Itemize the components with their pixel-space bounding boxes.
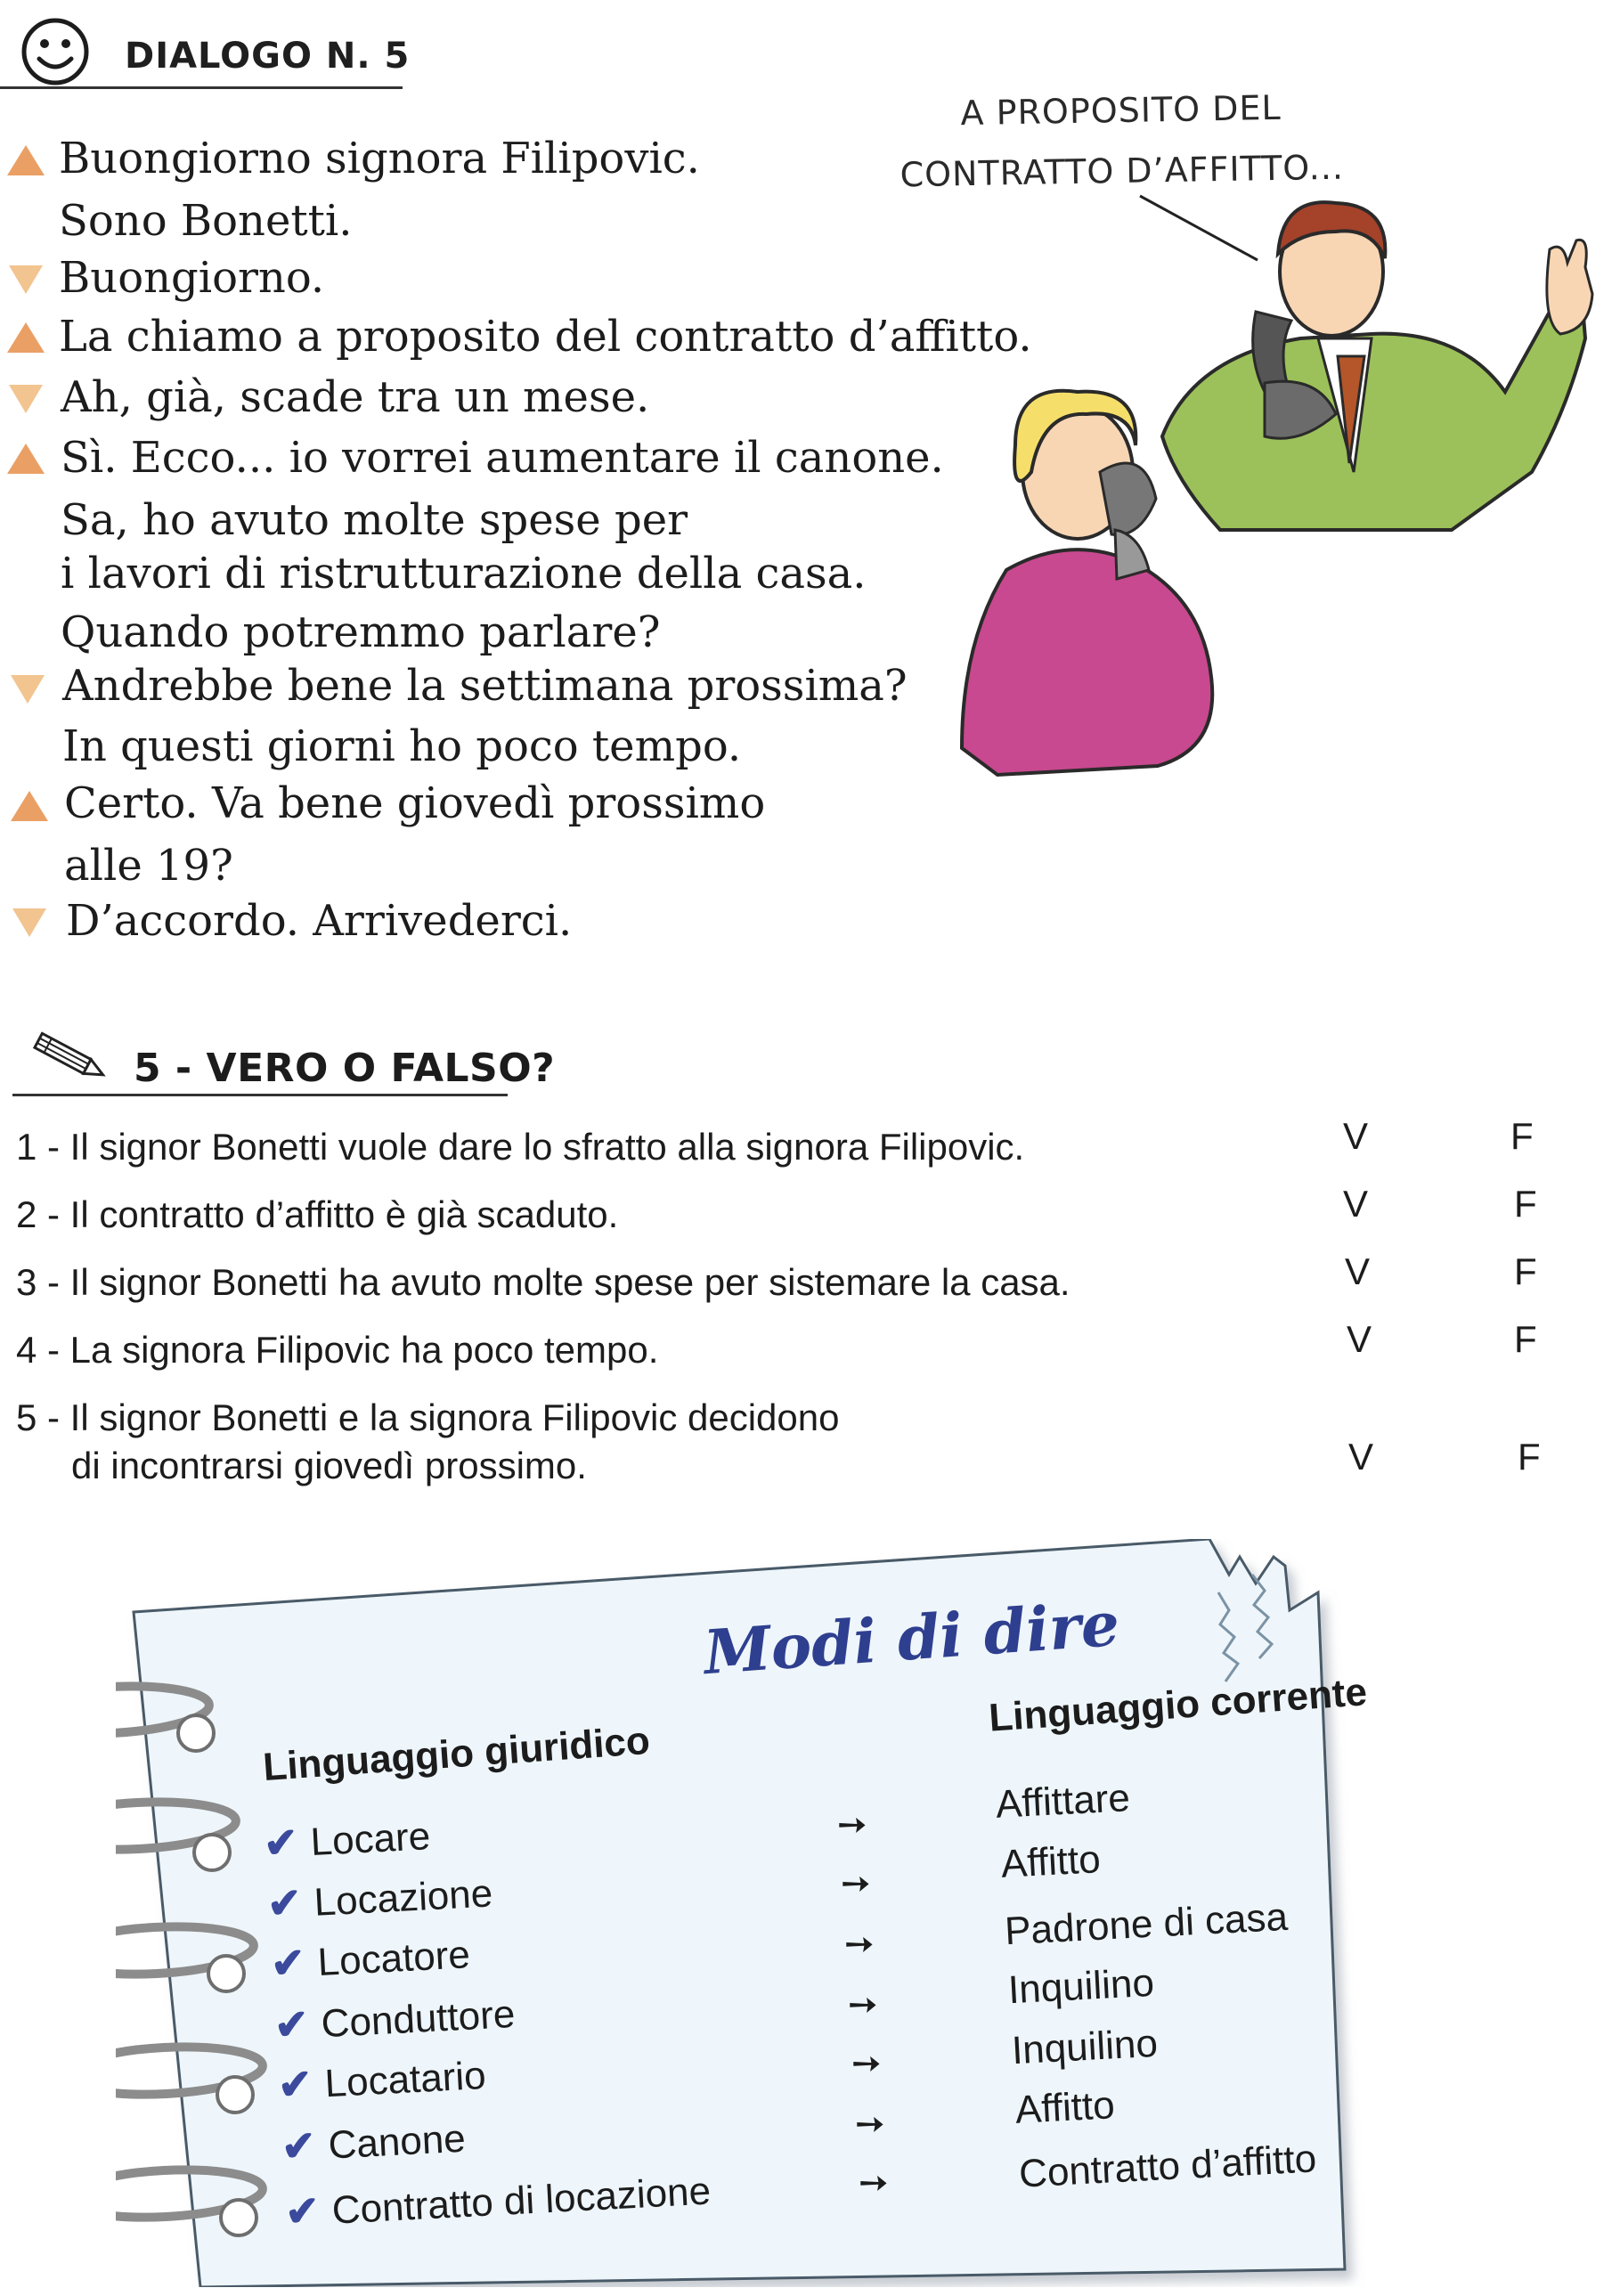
- dialogue-line: Sono Bonetti.: [59, 196, 353, 246]
- dialogue-line: Ah, già, scade tra un mese.: [61, 372, 650, 422]
- check-icon: ✔: [269, 1938, 307, 1987]
- dialogue-line: alle 19?: [64, 841, 233, 891]
- arrow-right-icon: ➙: [837, 1804, 867, 1845]
- speaker-a-triangle-icon: [11, 791, 48, 821]
- arrow-right-icon: ➙: [855, 2104, 885, 2145]
- smiley-icon: [20, 16, 91, 91]
- check-icon: ✔: [273, 2000, 311, 2049]
- exercise-item-continued: di incontrarsi giovedì prossimo.: [71, 1445, 587, 1486]
- speaker-b-triangle-icon: [11, 675, 45, 704]
- speaker-b-triangle-icon: [9, 265, 43, 294]
- dialogue-line: Quando potremmo parlare?: [61, 607, 661, 657]
- false-option[interactable]: F: [1518, 1436, 1541, 1478]
- exercise-item: 4 - La signora Filipovic ha poco tempo.: [16, 1329, 659, 1371]
- true-option[interactable]: V: [1343, 1183, 1369, 1225]
- legal-term-label: Locare: [309, 1814, 432, 1865]
- true-option[interactable]: V: [1343, 1115, 1369, 1157]
- speaker-a-triangle-icon: [7, 322, 45, 353]
- common-term: Padrone di casa: [1003, 1894, 1290, 1954]
- common-term: Affitto: [1014, 2083, 1116, 2132]
- speech-caption-line: CONTRATTO D’AFFITTO...: [900, 147, 1345, 195]
- check-icon: ✔: [280, 2121, 317, 2170]
- dialogue-line: Buongiorno signora Filipovic.: [59, 134, 700, 183]
- exercise-item: 2 - Il contratto d’affitto è già scaduto.: [16, 1193, 619, 1235]
- dialogue-line: La chiamo a proposito del contratto d’affitto.: [59, 312, 1032, 362]
- arrow-right-icon: ➙: [844, 1924, 875, 1965]
- true-option[interactable]: V: [1348, 1436, 1374, 1478]
- dialogue-line: Certo. Va bene giovedì prossimo: [64, 778, 766, 828]
- check-icon: ✔: [276, 2060, 314, 2109]
- arrow-right-icon: ➙: [851, 2043, 882, 2084]
- dialogue-line: Andrebbe bene la settimana prossima?: [62, 661, 908, 711]
- legal-term-label: Locatore: [316, 1933, 471, 1985]
- true-option[interactable]: V: [1347, 1318, 1372, 1360]
- dialogue-line: i lavori di ristrutturazione della casa.: [61, 549, 867, 598]
- speaker-b-triangle-icon: [12, 908, 46, 937]
- legal-language-heading: Linguaggio giuridico: [261, 1718, 652, 1790]
- false-option[interactable]: F: [1514, 1250, 1537, 1292]
- exercise-item: 3 - Il signor Bonetti ha avuto molte spese per sistemare la casa.: [16, 1261, 1071, 1303]
- arrow-right-icon: ➙: [841, 1863, 871, 1904]
- speaker-a-triangle-icon: [7, 145, 45, 175]
- phone-call-illustration: [926, 178, 1603, 805]
- exercise-title: 5 - VERO O FALSO?: [134, 1046, 556, 1091]
- dialogue-title-rule: [0, 86, 403, 89]
- check-icon: ✔: [265, 1878, 304, 1927]
- legal-term-label: Canone: [327, 2116, 467, 2168]
- dialogue-line: In questi giorni ho poco tempo.: [62, 721, 742, 771]
- dialogue-line: D’accordo. Arrivederci.: [66, 896, 573, 946]
- legal-term-label: Locatario: [323, 2053, 487, 2106]
- common-language-heading: Linguaggio corrente: [987, 1670, 1369, 1740]
- check-icon: ✔: [283, 2186, 322, 2235]
- pencil-icon: [25, 1031, 114, 1088]
- common-term: Inquilino: [1006, 1960, 1156, 2013]
- common-term: Contratto d’affitto: [1017, 2137, 1318, 2196]
- arrow-right-icon: ➙: [848, 1984, 878, 2025]
- common-term: Inquilino: [1010, 2021, 1160, 2073]
- exercise-title-rule: [12, 1094, 508, 1096]
- legal-term-label: Conduttore: [320, 1991, 517, 2047]
- common-term: Affitto: [999, 1837, 1102, 1886]
- legal-term-label: Contratto di locazione: [330, 2169, 712, 2233]
- notebook-title: Modi di dire: [701, 1588, 1122, 1689]
- speaker-a-triangle-icon: [7, 444, 45, 474]
- dialogue-line: Sì. Ecco... io vorrei aumentare il canone.: [61, 433, 944, 483]
- true-option[interactable]: V: [1345, 1250, 1371, 1292]
- legal-term: [263, 1811, 432, 1868]
- false-option[interactable]: F: [1510, 1115, 1534, 1157]
- exercise-item: 5 - Il signor Bonetti e la signora Filipovic decidono: [16, 1396, 840, 1438]
- common-term: Affittare: [994, 1776, 1131, 1827]
- false-option[interactable]: F: [1514, 1183, 1537, 1225]
- false-option[interactable]: F: [1514, 1318, 1537, 1360]
- dialogue-line: Buongiorno.: [59, 253, 325, 303]
- legal-term-label: Locazione: [313, 1871, 494, 1925]
- check-icon: ✔: [262, 1818, 299, 1867]
- exercise-item: 1 - Il signor Bonetti vuole dare lo sfratto alla signora Filipovic.: [16, 1126, 1025, 1168]
- man-figure: [1162, 202, 1592, 530]
- dialogue-line: Sa, ho avuto molte spese per: [61, 495, 688, 545]
- dialogue-title: DIALOGO N. 5: [125, 36, 411, 77]
- arrow-right-icon: ➙: [859, 2162, 889, 2203]
- speech-caption-line: A PROPOSITO DEL: [960, 87, 1282, 134]
- speaker-b-triangle-icon: [9, 385, 43, 413]
- legal-term: [281, 2113, 467, 2171]
